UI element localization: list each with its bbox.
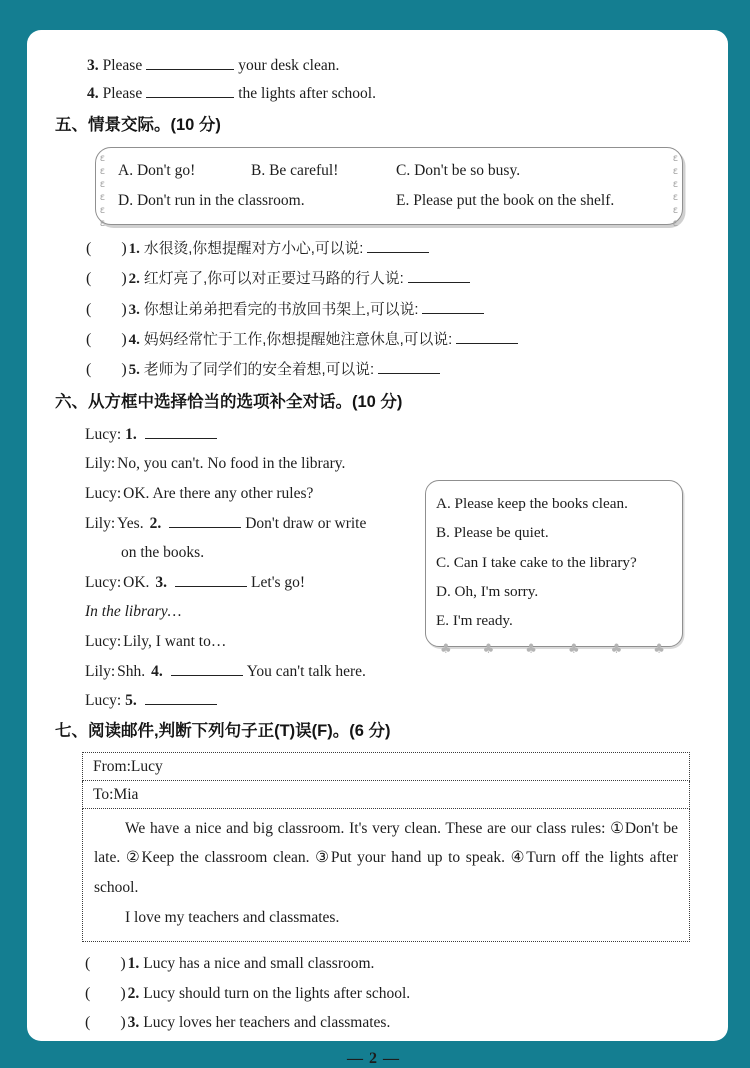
dialogue-text: OK. Are there any other rules?	[123, 485, 314, 503]
email-from-row: From:Lucy	[82, 752, 690, 781]
option-e: E. I'm ready.	[436, 612, 513, 630]
question-text: 老师为了同学们的安全着想,可以说:	[143, 362, 375, 379]
answer-paren-open: (	[85, 984, 91, 1002]
answer-paren-open: (	[86, 300, 92, 318]
section6-options-box	[425, 480, 696, 657]
section5-questions	[55, 234, 692, 386]
speaker-label: Lucy:	[85, 485, 122, 503]
blank-number: 4.	[151, 662, 163, 680]
dialogue-text: In the library…	[85, 603, 182, 621]
item-text-post: your desk clean.	[238, 57, 340, 74]
answer-blank-line	[422, 301, 484, 314]
answer-blank-line	[175, 574, 247, 587]
question-text: Lucy has a nice and small classroom.	[143, 955, 375, 973]
option-a: A. Don't go!	[118, 161, 196, 179]
question-text: 妈妈经常忙于工作,你想提醒她注意休息,可以说:	[143, 332, 453, 349]
question-text: 红灯亮了,你可以对正要过马路的行人说:	[143, 271, 404, 288]
answer-paren-open: (	[85, 955, 91, 973]
email-body	[82, 809, 690, 942]
speaker-label: Lucy:	[85, 633, 122, 650]
dialogue-line	[85, 420, 692, 450]
page-number: — 2 —	[347, 1050, 400, 1067]
section7-questions	[55, 949, 692, 1038]
answer-paren-close: )	[121, 300, 127, 318]
answer-paren-close: )	[121, 331, 127, 349]
fill-item-4	[85, 80, 692, 108]
answer-blank-line	[378, 361, 440, 374]
speaker-label: Lucy:	[85, 692, 122, 710]
option-b: B. Please be quiet.	[436, 524, 549, 542]
tf-question-row	[85, 1008, 692, 1038]
section7-title: 七、阅读邮件,判断下列句子正(T)误(F)。(6 分)	[55, 721, 391, 740]
question-row	[86, 234, 692, 264]
question-text: 你想让弟弟把看完的书放回书架上,可以说:	[143, 301, 419, 318]
option-e: E. Please put the book on the shelf.	[396, 191, 615, 209]
item-text-pre: Please	[102, 85, 143, 103]
question-number: 3.	[127, 1014, 140, 1032]
speaker-label: Lucy:	[85, 573, 122, 591]
section5-title: 五、情景交际。(10 分)	[55, 115, 221, 134]
answer-paren-open: (	[86, 361, 92, 379]
answer-paren-open: (	[86, 239, 92, 257]
speaker-label: Lily:	[85, 455, 116, 473]
leaf-decoration-row: ♣♣♣♣♣♣	[440, 641, 696, 657]
section6-title: 六、从方框中选择恰当的选项补全对话。(10 分)	[55, 392, 403, 411]
question-row	[86, 295, 692, 325]
answer-blank-line	[145, 692, 217, 705]
question-number: 2.	[127, 984, 140, 1002]
answer-paren-close: )	[121, 239, 127, 257]
question-number: 5.	[128, 362, 140, 379]
dialogue-text: Don't draw or write	[245, 514, 367, 532]
speaker-label: Lily:	[85, 514, 116, 532]
option-b: B. Be careful!	[251, 161, 339, 179]
item-number: 3.	[87, 57, 99, 74]
scallop-decoration-left: εεεεεε	[97, 152, 108, 231]
answer-blank-line	[146, 57, 234, 70]
dialogue-line	[85, 686, 692, 716]
worksheet-page	[27, 30, 728, 1067]
answer-paren-close: )	[120, 955, 126, 973]
answer-paren-open: (	[85, 1014, 91, 1032]
item-number: 4.	[87, 85, 99, 103]
answer-paren-close: )	[121, 270, 127, 288]
question-number: 4.	[128, 332, 140, 349]
blank-number: 3.	[155, 573, 168, 591]
item-text-pre: Please	[102, 57, 143, 74]
question-text: Lucy should turn on the lights after school.	[143, 984, 411, 1002]
option-d: D. Don't run in the classroom.	[118, 191, 305, 209]
question-number: 1.	[128, 240, 140, 257]
dialogue-text: Let's go!	[251, 573, 306, 591]
question-text: 水很烫,你想提醒对方小心,可以说:	[143, 240, 364, 257]
question-row	[86, 264, 692, 294]
dialogue-text: No, you can't. No food in the library.	[117, 455, 346, 473]
email-to-row: To:Mia	[82, 781, 690, 809]
answer-blank-line	[408, 270, 470, 283]
dialogue-text: on the books.	[121, 544, 205, 562]
answer-blank-line	[456, 331, 518, 344]
dialogue-text: OK.	[123, 573, 150, 591]
dialogue-line	[85, 449, 692, 479]
option-d: D. Oh, I'm sorry.	[436, 583, 539, 601]
dialogue-line	[85, 657, 692, 687]
option-c: C. Don't be so busy.	[396, 161, 521, 179]
question-text: Lucy loves her teachers and classmates.	[143, 1014, 391, 1032]
speaker-label: Lily:	[85, 662, 116, 680]
scallop-decoration-right: εεεεεε	[670, 152, 681, 231]
answer-blank-line	[367, 240, 429, 253]
answer-blank-line	[171, 663, 243, 676]
dialogue-text: Lily, I want to…	[123, 633, 227, 650]
answer-paren-close: )	[120, 984, 126, 1002]
answer-blank-line	[145, 426, 217, 439]
answer-paren-close: )	[121, 361, 127, 379]
speaker-label: Lucy:	[85, 425, 122, 443]
question-number: 3.	[128, 301, 140, 318]
dialogue-text: Shh.	[117, 662, 146, 680]
email-box	[82, 752, 690, 942]
blank-number: 5.	[125, 692, 137, 710]
tf-question-row	[85, 979, 692, 1009]
tf-question-row	[85, 949, 692, 979]
blank-number: 2.	[149, 514, 162, 532]
blank-number: 1.	[125, 425, 137, 443]
option-a: A. Please keep the books clean.	[436, 494, 628, 512]
question-row	[86, 325, 692, 355]
email-paragraph: We have a nice and big classroom. It's very clean. These are our class rules: ①Don't be late. ②Keep the classroom clean. ③Put your hand up to speak. ④Turn off the lights after school.	[94, 819, 678, 897]
answer-paren-open: (	[86, 270, 92, 288]
answer-paren-close: )	[120, 1014, 126, 1032]
dialogue-text: Yes.	[117, 514, 144, 532]
question-number: 2.	[128, 271, 140, 288]
question-number: 1.	[127, 955, 140, 973]
section6-dialogue	[85, 420, 696, 715]
email-paragraph: I love my teachers and classmates.	[125, 908, 340, 926]
options-row-1	[118, 156, 670, 186]
fill-item-3	[85, 52, 692, 80]
options-row-2	[118, 186, 670, 216]
answer-blank-line	[146, 85, 234, 98]
answer-paren-open: (	[86, 331, 92, 349]
item-text-post: the lights after school.	[238, 85, 376, 103]
dialogue-text: You can't talk here.	[246, 662, 366, 680]
answer-blank-line	[169, 515, 241, 528]
question-row	[86, 355, 692, 385]
section5-options-box	[95, 147, 683, 231]
option-c: C. Can I take cake to the library?	[436, 553, 637, 571]
